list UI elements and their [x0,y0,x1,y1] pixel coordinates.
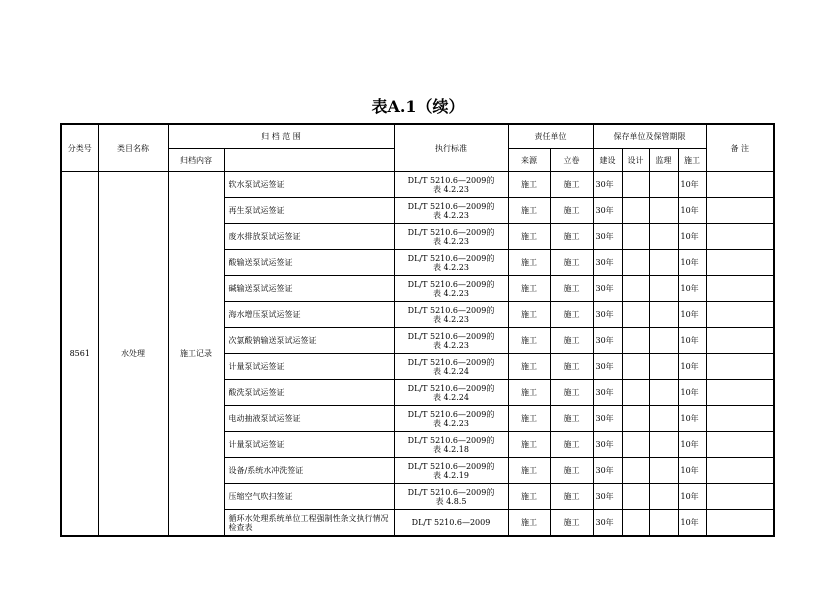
item-remarks [706,302,774,328]
item-design [622,484,649,510]
item-construct: 10年 [678,484,706,510]
item-construct: 10年 [678,406,706,432]
item-name: 计量泵试运签证 [224,354,394,380]
item-build: 30年 [593,328,622,354]
archive-table [60,123,775,537]
item-supervise [649,172,678,198]
standard-line2: 表 4.2.23 [433,184,469,194]
item-construct: 10年 [678,510,706,537]
item-file: 施工 [550,302,593,328]
standard-line2: 表 4.2.23 [433,210,469,220]
item-supervise [649,276,678,302]
header-responsible: 责任单位 [508,124,593,149]
item-standard [394,250,508,276]
item-design [622,354,649,380]
item-design [622,172,649,198]
header-content: 归档内容 [168,149,224,172]
item-design [622,224,649,250]
item-source: 施工 [508,328,550,354]
page-title: 表A.1（续） [371,97,465,116]
item-build: 30年 [593,406,622,432]
item-standard [394,510,508,537]
item-supervise [649,302,678,328]
item-source: 施工 [508,224,550,250]
item-design [622,380,649,406]
item-source: 施工 [508,432,550,458]
item-standard [394,354,508,380]
item-supervise [649,380,678,406]
item-remarks [706,458,774,484]
item-construct: 10年 [678,250,706,276]
item-supervise [649,198,678,224]
item-source: 施工 [508,198,550,224]
item-remarks [706,198,774,224]
item-build: 30年 [593,302,622,328]
header-remarks: 备 注 [706,124,774,172]
item-supervise [649,458,678,484]
item-file: 施工 [550,458,593,484]
standard-line2: 表 4.2.23 [433,236,469,246]
item-design [622,510,649,537]
item-standard [394,302,508,328]
item-build: 30年 [593,354,622,380]
group-content: 施工记录 [168,172,224,537]
item-file: 施工 [550,250,593,276]
standard-line1: DL/T 5210.6—2009的 [407,227,495,237]
standard-line2: 表 4.2.23 [433,418,469,428]
item-name: 碱输送泵试运签证 [224,276,394,302]
item-construct: 10年 [678,380,706,406]
item-source: 施工 [508,250,550,276]
item-supervise [649,224,678,250]
standard-line1: DL/T 5210.6—2009的 [407,357,495,367]
item-standard [394,380,508,406]
item-name: 酸洗泵试运签证 [224,380,394,406]
item-design [622,250,649,276]
item-build: 30年 [593,458,622,484]
item-remarks [706,354,774,380]
header-build: 建设 [593,149,622,172]
group-code: 8561 [61,172,98,537]
item-standard [394,198,508,224]
header-retention: 保存单位及保管期限 [593,124,706,149]
standard-line2: 表 4.2.23 [433,314,469,324]
item-source: 施工 [508,172,550,198]
item-construct: 10年 [678,432,706,458]
standard-line1: DL/T 5210.6—2009的 [407,435,495,445]
header-category: 类目名称 [98,124,168,172]
item-design [622,458,649,484]
item-name: 压缩空气吹扫签证 [224,484,394,510]
item-file: 施工 [550,484,593,510]
item-construct: 10年 [678,458,706,484]
standard-line1: DL/T 5210.6—2009的 [407,201,495,211]
standard-line1: DL/T 5210.6—2009 [411,518,491,527]
item-build: 30年 [593,510,622,537]
standard-line1: DL/T 5210.6—2009的 [407,383,495,393]
item-design [622,406,649,432]
item-remarks [706,380,774,406]
item-build: 30年 [593,172,622,198]
table-row [61,172,774,198]
item-standard [394,484,508,510]
item-standard [394,432,508,458]
item-file: 施工 [550,224,593,250]
item-supervise [649,354,678,380]
item-supervise [649,484,678,510]
item-build: 30年 [593,432,622,458]
item-construct: 10年 [678,224,706,250]
header-source: 来源 [508,149,550,172]
item-remarks [706,406,774,432]
item-name: 循环水处理系统单位工程强制性条文执行情况检查表 [224,510,394,537]
item-file: 施工 [550,328,593,354]
item-supervise [649,250,678,276]
item-file: 施工 [550,198,593,224]
item-name: 酸输送泵试运签证 [224,250,394,276]
item-source: 施工 [508,302,550,328]
item-build: 30年 [593,276,622,302]
item-construct: 10年 [678,172,706,198]
item-build: 30年 [593,224,622,250]
item-construct: 10年 [678,276,706,302]
standard-line1: DL/T 5210.6—2009的 [407,305,495,315]
item-build: 30年 [593,250,622,276]
item-construct: 10年 [678,354,706,380]
item-source: 施工 [508,406,550,432]
header-file: 立卷 [550,149,593,172]
item-standard [394,458,508,484]
item-name: 电动抽液泵试运签证 [224,406,394,432]
standard-line2: 表 4.2.24 [433,392,469,402]
item-supervise [649,328,678,354]
item-standard [394,328,508,354]
item-construct: 10年 [678,302,706,328]
group-category: 水处理 [98,172,168,537]
item-standard [394,224,508,250]
item-file: 施工 [550,276,593,302]
item-name: 软水泵试运签证 [224,172,394,198]
standard-line1: DL/T 5210.6—2009的 [407,175,495,185]
header-design: 设计 [622,149,649,172]
item-source: 施工 [508,484,550,510]
item-name: 再生泵试运签证 [224,198,394,224]
item-source: 施工 [508,380,550,406]
item-remarks [706,172,774,198]
standard-line1: DL/T 5210.6—2009的 [407,487,495,497]
item-file: 施工 [550,172,593,198]
item-name: 废水排放泵试运签证 [224,224,394,250]
item-design [622,302,649,328]
item-build: 30年 [593,198,622,224]
standard-line2: 表 4.2.23 [433,340,469,350]
item-name: 计量泵试运签证 [224,432,394,458]
item-remarks [706,484,774,510]
header-standard: 执行标准 [394,124,508,172]
item-supervise [649,406,678,432]
item-name: 次氯酸钠输送泵试运签证 [224,328,394,354]
item-build: 30年 [593,380,622,406]
header-construct: 施工 [678,149,706,172]
standard-line2: 表 4.2.18 [433,444,469,454]
item-design [622,276,649,302]
standard-line2: 表 4.8.5 [435,496,467,506]
header-supervise: 监理 [649,149,678,172]
item-build: 30年 [593,484,622,510]
standard-line2: 表 4.2.19 [433,470,469,480]
standard-line1: DL/T 5210.6—2009的 [407,279,495,289]
item-source: 施工 [508,458,550,484]
header-scope: 归 档 范 围 [168,124,394,149]
item-supervise [649,510,678,537]
standard-line1: DL/T 5210.6—2009的 [407,461,495,471]
header-blank [224,149,394,172]
item-source: 施工 [508,510,550,537]
item-file: 施工 [550,510,593,537]
item-remarks [706,224,774,250]
item-design [622,198,649,224]
item-standard [394,276,508,302]
item-construct: 10年 [678,328,706,354]
item-design [622,328,649,354]
item-standard [394,172,508,198]
item-file: 施工 [550,354,593,380]
item-file: 施工 [550,432,593,458]
item-file: 施工 [550,406,593,432]
item-source: 施工 [508,354,550,380]
item-remarks [706,328,774,354]
item-remarks [706,250,774,276]
standard-line2: 表 4.2.24 [433,366,469,376]
item-name: 设备/系统水冲洗签证 [224,458,394,484]
item-source: 施工 [508,276,550,302]
item-construct: 10年 [678,198,706,224]
standard-line2: 表 4.2.23 [433,262,469,272]
item-file: 施工 [550,380,593,406]
standard-line1: DL/T 5210.6—2009的 [407,409,495,419]
header-code: 分类号 [61,124,98,172]
standard-line1: DL/T 5210.6—2009的 [407,253,495,263]
standard-line1: DL/T 5210.6—2009的 [407,331,495,341]
item-remarks [706,276,774,302]
standard-line2: 表 4.2.23 [433,288,469,298]
item-standard [394,406,508,432]
item-remarks [706,510,774,537]
item-supervise [649,432,678,458]
item-name: 海水增压泵试运签证 [224,302,394,328]
item-design [622,432,649,458]
item-remarks [706,432,774,458]
